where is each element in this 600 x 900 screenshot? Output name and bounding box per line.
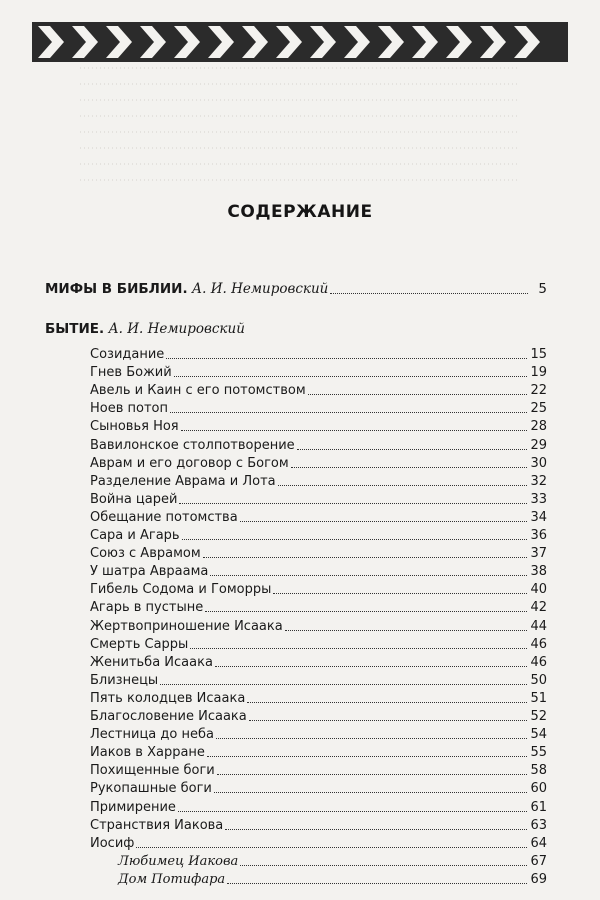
dot-leader [247,701,527,703]
section-heading: МИФЫ В БИБЛИИ. [45,281,188,297]
dot-leader [291,466,528,468]
dot-leader [308,393,528,395]
dot-leader [182,538,528,540]
toc-item-title: Сыновья Ноя [90,419,179,435]
dot-leader [214,791,528,793]
page-number: 64 [530,835,547,851]
chevron-icon [174,26,200,58]
toc-item [90,834,547,853]
page-number: 51 [530,690,547,706]
chevron-icon [310,26,336,58]
toc-item-title: Сара и Агарь [90,528,180,543]
toc-item-title: Благословение Исаака [90,709,247,724]
toc-item-title: Иосиф [90,835,135,851]
dot-leader [273,592,527,594]
toc-item [90,490,547,509]
page-number: 33 [530,491,547,507]
toc-item-title: Пять колодцев Исаака [90,690,246,706]
chevron-icon [378,26,404,58]
toc-item-title: Похищенные боги [90,763,215,779]
page-title: СОДЕРЖАНИЕ [227,202,373,222]
toc-item-title: Созидание [90,347,165,362]
page-number: 34 [530,509,547,525]
page-number: 37 [530,546,547,562]
toc-item-title: Гнев Божий [90,365,172,381]
dot-leader [225,828,527,830]
decorative-chevron-band [32,22,568,62]
toc-item-title: Женитьба Исаака [90,654,213,670]
page-number: 29 [530,437,547,453]
toc-item-title: Война царей [90,491,178,507]
toc-item [90,779,547,798]
page-number: 15 [530,347,547,362]
toc-item [90,454,547,473]
toc-item-title: Аврам и его договор с Богом [90,455,289,471]
toc-subitem-title: Дом Потифара [118,871,226,887]
page-number: 52 [530,709,547,724]
toc-item [90,743,547,762]
page-number: 38 [530,564,547,580]
page-number: 5 [538,281,547,297]
toc-item [90,345,547,364]
page-number: 30 [530,455,547,471]
toc-item-title: Авель и Каин с его потомством [90,383,306,399]
page-number: 25 [530,401,547,417]
toc-item [90,635,547,654]
page-number: 63 [530,817,547,833]
toc-item [90,417,547,436]
page-number: 60 [530,781,547,797]
dot-leader [249,719,528,721]
toc-item [90,363,547,382]
toc-item-title: Рукопашные боги [90,781,212,797]
section-author: А. И. Немировский [108,321,245,337]
dot-leader [217,773,528,775]
page-number: 55 [530,745,547,761]
dot-leader [216,737,528,739]
page-number: 67 [530,853,547,869]
dot-leader [203,556,528,558]
dot-leader [178,810,528,812]
chevron-row [32,22,568,62]
page-number: 69 [530,871,547,887]
dot-leader [297,448,528,450]
toc-item-title: Разделение Аврама и Лота [90,473,276,489]
toc-item [90,598,547,617]
page-number: 22 [530,383,547,399]
toc-item [90,761,547,780]
toc-item [90,816,547,835]
chevron-icon [412,26,438,58]
dot-leader [240,520,528,522]
page-number: 36 [530,528,547,543]
toc-item-title: Союз с Аврамом [90,546,201,562]
dot-leader [285,629,528,631]
toc-item [90,562,547,581]
chevron-icon [446,26,472,58]
toc-item [90,472,547,491]
dot-leader [136,846,527,848]
toc-item-title: Смерть Сарры [90,636,189,652]
section-label [45,280,330,299]
toc-item [90,580,547,599]
toc-item-title: Лестница до неба [90,727,214,743]
page-number: 44 [530,618,547,634]
chevron-icon [276,26,302,58]
page-number: 58 [530,763,547,779]
toc-item-title: Странствия Иакова [90,817,224,833]
toc-item [90,798,547,817]
page-number: 50 [530,672,547,688]
toc-item-title: Примирение [90,799,176,815]
dot-leader [330,292,528,294]
chevron-icon [72,26,98,58]
dot-leader [181,429,528,431]
toc-item [90,707,547,726]
bleed-through-marks [40,60,560,190]
page-number: 42 [530,600,547,616]
section-author: А. И. Немировский [191,281,329,297]
toc-item-title: Вавилонское столпотворение [90,437,295,453]
toc-item [90,689,547,708]
toc-item [90,526,547,545]
toc-item [90,725,547,744]
page-number: 46 [530,654,547,670]
dot-leader [207,755,528,757]
toc-item [90,508,547,527]
toc-item-title: У шатра Авраама [90,564,209,580]
toc-item [90,381,547,400]
chevron-icon [242,26,268,58]
dot-leader [205,610,527,612]
toc-section-myths [45,280,547,299]
page-number: 54 [530,727,547,743]
toc-item-title: Ноев потоп [90,401,168,417]
chevron-icon [106,26,132,58]
page-number: 46 [530,636,547,652]
toc-subitem-title: Любимец Иакова [118,853,239,869]
chevron-icon [38,26,64,58]
toc-item [90,544,547,563]
toc-item [90,399,547,418]
chevron-icon [344,26,370,58]
toc-item-title: Обещание потомства [90,509,238,525]
dot-leader [278,484,528,486]
toc-item-title: Близнецы [90,672,159,688]
toc-item-title: Жертвоприношение Исаака [90,618,283,634]
chevron-icon [514,26,540,58]
chevron-icon [480,26,506,58]
toc-item [90,653,547,672]
dot-leader [174,375,528,377]
toc-item [90,436,547,455]
dot-leader [179,502,527,504]
page-number: 32 [530,473,547,489]
section-heading: БЫТИЕ. [45,321,105,337]
page-number: 28 [530,419,547,435]
toc-item [90,617,547,636]
toc-item [90,671,547,690]
page-number: 61 [530,799,547,815]
dot-leader [160,683,527,685]
page-number: 19 [530,365,547,381]
page-number: 40 [530,582,547,598]
dot-leader [215,665,528,667]
toc-section-genesis [45,321,545,337]
chevron-icon [208,26,234,58]
toc-item-title: Иаков в Харране [90,745,205,761]
toc-item-title: Агарь в пустыне [90,600,204,616]
chevron-icon [140,26,166,58]
dot-leader [210,574,527,576]
toc-item-title: Гибель Содома и Гоморры [90,582,272,598]
dot-leader [166,357,527,359]
dot-leader [190,647,527,649]
dot-leader [170,411,527,413]
